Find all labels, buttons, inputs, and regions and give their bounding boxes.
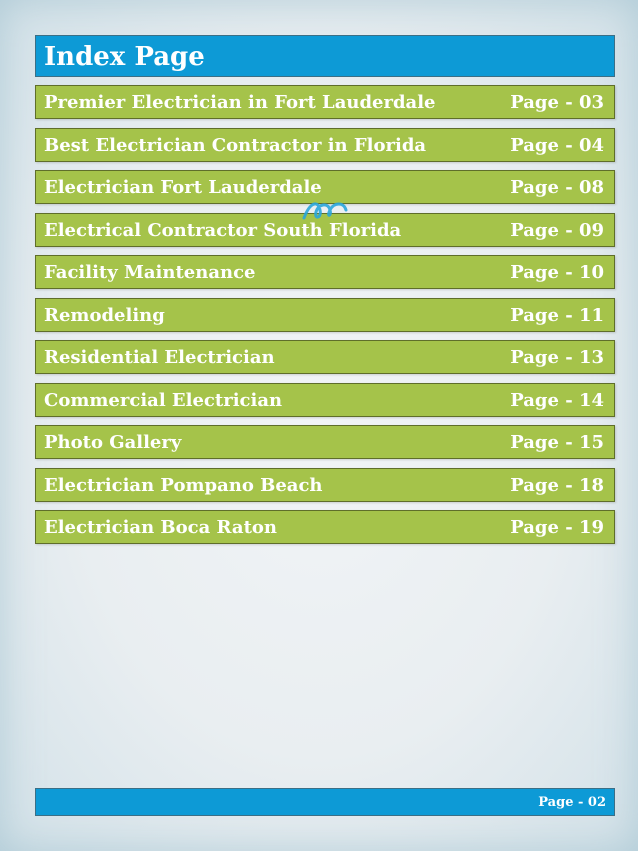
index-row[interactable] [35, 213, 615, 247]
index-entry-page: Page - 13 [510, 347, 604, 368]
index-row[interactable] [35, 128, 615, 162]
index-entry-title: Facility Maintenance [44, 262, 256, 283]
footer-page-number: Page - 02 [538, 795, 606, 810]
index-entry-title: Best Electrician Contractor in Florida [44, 134, 427, 156]
index-row[interactable] [35, 425, 615, 459]
index-page-header [35, 35, 615, 77]
index-entry-title: Electrician Boca Raton [44, 517, 277, 538]
index-entry-title: Commercial Electrician [44, 389, 283, 411]
index-row[interactable] [35, 255, 615, 289]
index-row[interactable] [35, 298, 615, 332]
index-row[interactable] [35, 170, 615, 204]
index-list [35, 85, 615, 553]
index-entry-title: Photo Gallery [44, 432, 182, 453]
index-entry-title: Premier Electrician in Fort Lauderdale [44, 92, 436, 113]
footer-bar [35, 788, 615, 816]
index-entry-title: Electrical Contractor South Florida [44, 219, 402, 241]
index-entry-title: Electrician Pompano Beach [44, 474, 323, 496]
index-entry-page: Page - 09 [510, 219, 604, 241]
index-entry-page: Page - 04 [510, 134, 604, 156]
index-entry-title: Remodeling [44, 304, 165, 326]
index-row[interactable] [35, 340, 615, 374]
index-entry-page: Page - 10 [510, 262, 604, 283]
index-entry-page: Page - 19 [510, 517, 604, 538]
index-entry-title: Electrician Fort Lauderdale [44, 177, 322, 198]
index-entry-page: Page - 15 [510, 432, 604, 453]
index-entry-page: Page - 14 [510, 389, 604, 411]
index-row[interactable] [35, 85, 615, 119]
index-entry-page: Page - 18 [510, 474, 604, 496]
index-row[interactable] [35, 468, 615, 502]
index-entry-page: Page - 03 [510, 92, 604, 113]
index-entry-page: Page - 08 [510, 177, 604, 198]
index-row[interactable] [35, 510, 615, 544]
index-row[interactable] [35, 383, 615, 417]
index-entry-title: Residential Electrician [44, 347, 275, 368]
index-entry-page: Page - 11 [510, 304, 604, 326]
index-page-title: Index Page [44, 42, 205, 72]
